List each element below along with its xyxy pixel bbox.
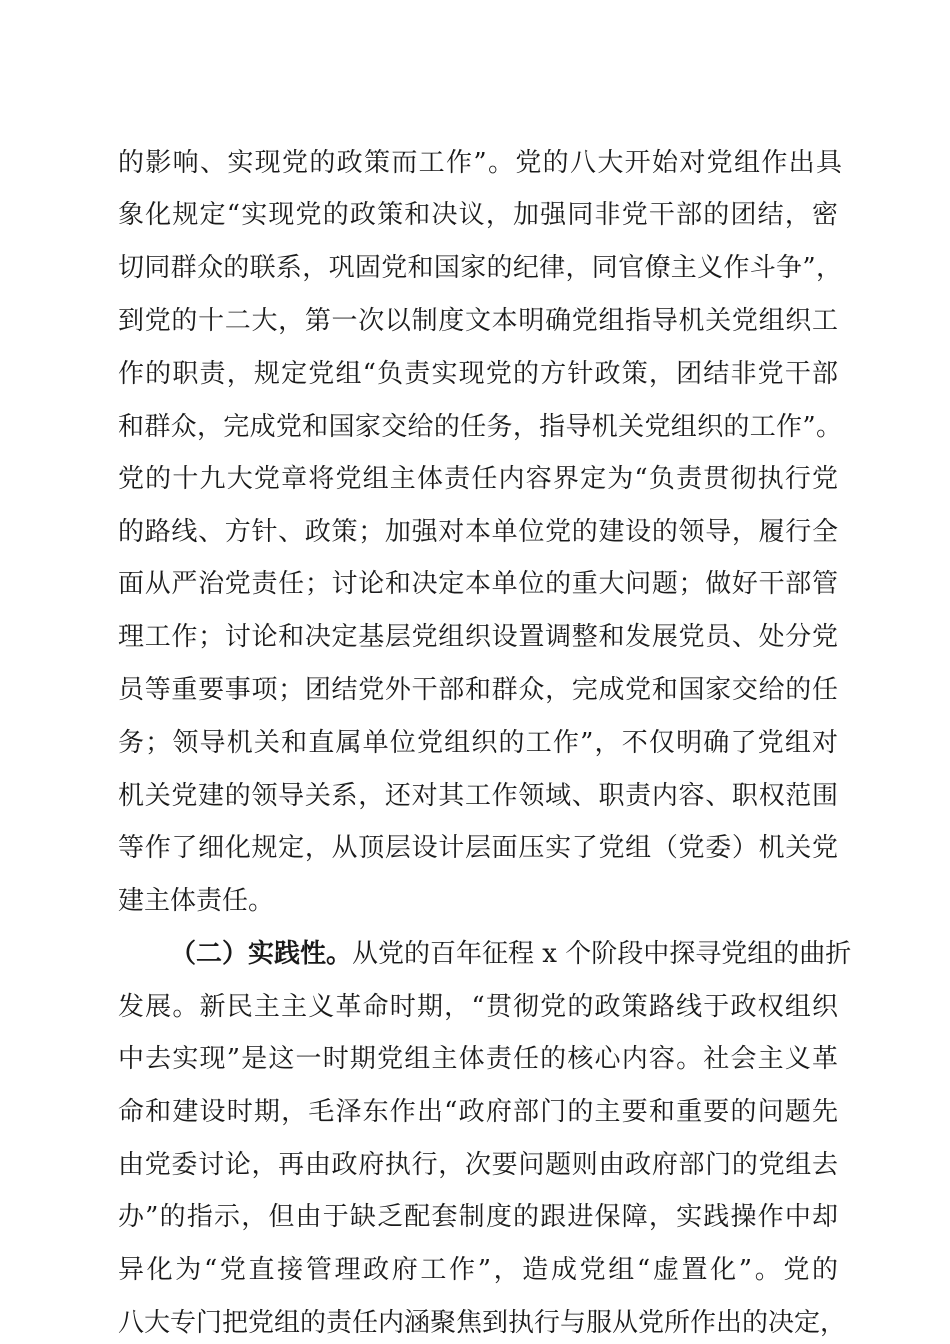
paragraph-1-line-6: 和群众，完成党和国家交给的任务，指导机关党组织的工作”。 [118, 412, 842, 442]
paragraph-2-line-6: 办”的指示，但由于缺乏配套制度的跟进保障，实践操作中却 [118, 1202, 838, 1232]
paragraph-1-line-8: 的路线、方针、政策；加强对本单位党的建设的领导，履行全 [118, 517, 838, 547]
paragraph-1-line-15: 建主体责任。 [118, 886, 275, 916]
paragraph-2-line-1-text: 从党的百年征程 x 个阶段中探寻党组的曲折 [352, 939, 852, 969]
paragraph-1-line-9: 面从严治党责任；讨论和决定本单位的重大问题；做好干部管 [118, 569, 838, 599]
paragraph-1-line-3: 切同群众的联系，巩固党和国家的纪律，同官僚主义作斗争”， [118, 253, 842, 283]
paragraph-1-line-7: 党的十九大党章将党组主体责任内容界定为“负责贯彻执行党 [118, 464, 838, 494]
paragraph-2-line-7: 异化为“党直接管理政府工作”，造成党组“虚置化”。党的 [118, 1255, 838, 1285]
section-heading: （二）实践性。 [170, 939, 353, 969]
paragraph-1-line-14: 等作了细化规定，从顶层设计层面压实了党组（党委）机关党 [118, 833, 838, 863]
paragraph-2-line-3: 中去实现”是这一时期党组主体责任的核心内容。社会主义革 [118, 1044, 838, 1074]
paragraph-2-line-5: 由党委讨论，再由政府执行，次要问题则由政府部门的党组去 [118, 1150, 838, 1180]
paragraph-1-line-5: 作的职责，规定党组“负责实现党的方针政策，团结非党干部 [118, 359, 838, 389]
paragraph-1-line-12: 务；领导机关和直属单位党组织的工作”，不仅明确了党组对 [118, 728, 838, 758]
paragraph-1-line-1: 的影响、实现党的政策而工作”。党的八大开始对党组作出具 [118, 148, 842, 178]
paragraph-2-line-2: 发展。新民主主义革命时期，“贯彻党的政策路线于政权组织 [118, 992, 838, 1022]
paragraph-2-line-1 [170, 934, 852, 974]
paragraph-1-line-13: 机关党建的领导关系，还对其工作领域、职责内容、职权范围 [118, 781, 838, 811]
paragraph-2-line-4: 命和建设时期，毛泽东作出“政府部门的主要和重要的问题先 [118, 1097, 838, 1127]
paragraph-2-line-8: 八大专门把党组的责任内涵聚焦到执行与服从党所作出的决定， [118, 1308, 847, 1338]
paragraph-1-line-11: 员等重要事项；团结党外干部和群众，完成党和国家交给的任 [118, 675, 838, 705]
paragraph-1-line-2: 象化规定“实现党的政策和决议，加强同非党干部的团结，密 [118, 200, 838, 230]
paragraph-1-line-4: 到党的十二大，第一次以制度文本明确党组指导机关党组织工 [118, 306, 838, 336]
paragraph-1-line-10: 理工作；讨论和决定基层党组织设置调整和发展党员、处分党 [118, 622, 838, 652]
